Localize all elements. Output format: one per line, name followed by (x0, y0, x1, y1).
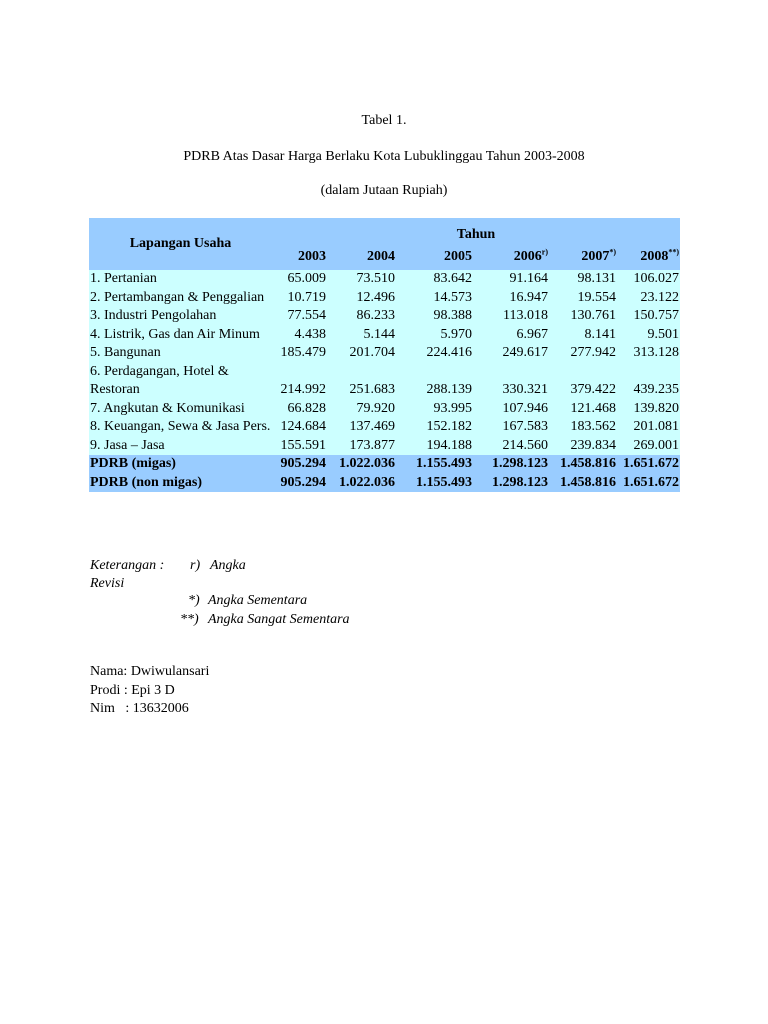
year-header-2008 (617, 244, 680, 270)
row-value: 1.155.493 (396, 455, 473, 474)
row-value: 330.321 (473, 363, 549, 400)
row-value: 130.761 (549, 307, 617, 326)
note-mark-revisi: r) (190, 558, 201, 573)
row-value: 137.469 (327, 418, 396, 437)
row-value: 185.479 (272, 344, 327, 363)
year-header-2006 (473, 244, 549, 270)
row-value: 214.560 (473, 437, 549, 456)
table-row (89, 307, 680, 326)
note-text-sementara: Angka Sementara (208, 593, 308, 608)
author-nim: Nim : 13632006 (90, 701, 189, 716)
row-value: 201.704 (327, 344, 396, 363)
row-value: 14.573 (396, 289, 473, 308)
row-value: 121.468 (549, 400, 617, 419)
year-label: 2007 (581, 248, 610, 264)
row-value: 224.416 (396, 344, 473, 363)
table-row (89, 437, 680, 456)
row-value: 1.022.036 (327, 455, 396, 474)
row-value: 288.139 (396, 363, 473, 400)
row-name: 1. Pertanian (89, 270, 272, 289)
year-header-2005 (396, 244, 473, 270)
row-value: 1.458.816 (549, 455, 617, 474)
year-label: 2004 (367, 248, 395, 264)
row-value: 8.141 (549, 326, 617, 345)
row-value: 183.562 (549, 418, 617, 437)
row-value: 139.820 (617, 400, 680, 419)
note-text-revisi-2: Revisi (90, 576, 125, 591)
year-header-2007 (549, 244, 617, 270)
table-row (89, 418, 680, 437)
row-value: 269.001 (617, 437, 680, 456)
row-name: 5. Bangunan (89, 344, 272, 363)
row-value: 106.027 (617, 270, 680, 289)
year-label: 2008 (640, 248, 669, 264)
row-value: 1.651.672 (617, 474, 680, 493)
row-value: 239.834 (549, 437, 617, 456)
row-value: 65.009 (272, 270, 327, 289)
year-header-2003 (272, 244, 327, 270)
row-name: 3. Industri Pengolahan (89, 307, 272, 326)
row-name: PDRB (non migas) (89, 474, 272, 493)
row-value: 107.946 (473, 400, 549, 419)
row-value: 66.828 (272, 400, 327, 419)
row-value: 1.458.816 (549, 474, 617, 493)
row-value: 379.422 (549, 363, 617, 400)
year-mark: **) (668, 247, 680, 257)
column-header-lapangan-usaha: Lapangan Usaha (89, 218, 272, 270)
note-mark-sangat-sementara: **) (180, 612, 199, 627)
row-name: 8. Keuangan, Sewa & Jasa Pers. (89, 418, 272, 437)
row-value: 124.684 (272, 418, 327, 437)
row-value: 12.496 (327, 289, 396, 308)
year-header-2004 (327, 244, 396, 270)
pdrb-table (89, 218, 680, 492)
table-row (89, 344, 680, 363)
table-label: Tabel 1. (361, 113, 407, 128)
row-value: 313.128 (617, 344, 680, 363)
row-value: 73.510 (327, 270, 396, 289)
row-value: 16.947 (473, 289, 549, 308)
table-row (89, 326, 680, 345)
row-value: 19.554 (549, 289, 617, 308)
column-header-tahun: Tahun (272, 218, 680, 244)
note-mark-sementara: *) (188, 593, 200, 608)
note-label: Keterangan : (90, 558, 165, 573)
row-value: 6.967 (473, 326, 549, 345)
table-unit: (dalam Jutaan Rupiah) (320, 183, 448, 198)
total-row (89, 474, 680, 493)
author-prodi: Prodi : Epi 3 D (90, 683, 175, 698)
row-value: 5.970 (396, 326, 473, 345)
row-value: 167.583 (473, 418, 549, 437)
row-value: 905.294 (272, 455, 327, 474)
row-value: 83.642 (396, 270, 473, 289)
row-value: 1.022.036 (327, 474, 396, 493)
row-value: 905.294 (272, 474, 327, 493)
row-value: 10.719 (272, 289, 327, 308)
note-text-revisi-1: Angka (210, 558, 246, 573)
row-value: 4.438 (272, 326, 327, 345)
row-value: 1.651.672 (617, 455, 680, 474)
table-title: PDRB Atas Dasar Harga Berlaku Kota Lubuklinggau Tahun 2003-2008 (183, 149, 585, 164)
row-value: 201.081 (617, 418, 680, 437)
year-label: 2003 (298, 248, 326, 264)
row-value: 98.388 (396, 307, 473, 326)
row-value: 155.591 (272, 437, 327, 456)
row-value: 93.995 (396, 400, 473, 419)
row-value: 1.155.493 (396, 474, 473, 493)
row-value: 1.298.123 (473, 455, 549, 474)
table-row (89, 270, 680, 289)
row-value: 77.554 (272, 307, 327, 326)
row-value: 214.992 (272, 363, 327, 400)
row-value: 91.164 (473, 270, 549, 289)
row-value: 150.757 (617, 307, 680, 326)
year-mark: *) (609, 247, 616, 257)
row-value: 173.877 (327, 437, 396, 456)
row-name: 9. Jasa – Jasa (89, 437, 272, 456)
row-value: 113.018 (473, 307, 549, 326)
year-mark: r) (541, 247, 548, 257)
year-label: 2005 (444, 248, 472, 264)
table-body (89, 270, 680, 492)
row-value: 152.182 (396, 418, 473, 437)
note-text-sangat-sementara: Angka Sangat Sementara (208, 612, 350, 627)
row-value: 194.188 (396, 437, 473, 456)
table-row (89, 400, 680, 419)
row-value: 79.920 (327, 400, 396, 419)
table-row (89, 363, 680, 400)
total-row (89, 455, 680, 474)
row-value: 249.617 (473, 344, 549, 363)
row-name: 2. Pertambangan & Penggalian (89, 289, 272, 308)
table-row (89, 289, 680, 308)
row-value: 439.235 (617, 363, 680, 400)
row-value: 251.683 (327, 363, 396, 400)
row-name: 4. Listrik, Gas dan Air Minum (89, 326, 272, 345)
row-value: 23.122 (617, 289, 680, 308)
row-value: 1.298.123 (473, 474, 549, 493)
row-name: 7. Angkutan & Komunikasi (89, 400, 272, 419)
row-value: 98.131 (549, 270, 617, 289)
row-name: PDRB (migas) (89, 455, 272, 474)
row-value: 86.233 (327, 307, 396, 326)
row-value: 277.942 (549, 344, 617, 363)
row-value: 5.144 (327, 326, 396, 345)
row-name: 6. Perdagangan, Hotel & Restoran (89, 363, 272, 400)
row-value: 9.501 (617, 326, 680, 345)
year-label: 2006 (513, 248, 542, 264)
author-name: Nama: Dwiwulansari (90, 664, 210, 679)
